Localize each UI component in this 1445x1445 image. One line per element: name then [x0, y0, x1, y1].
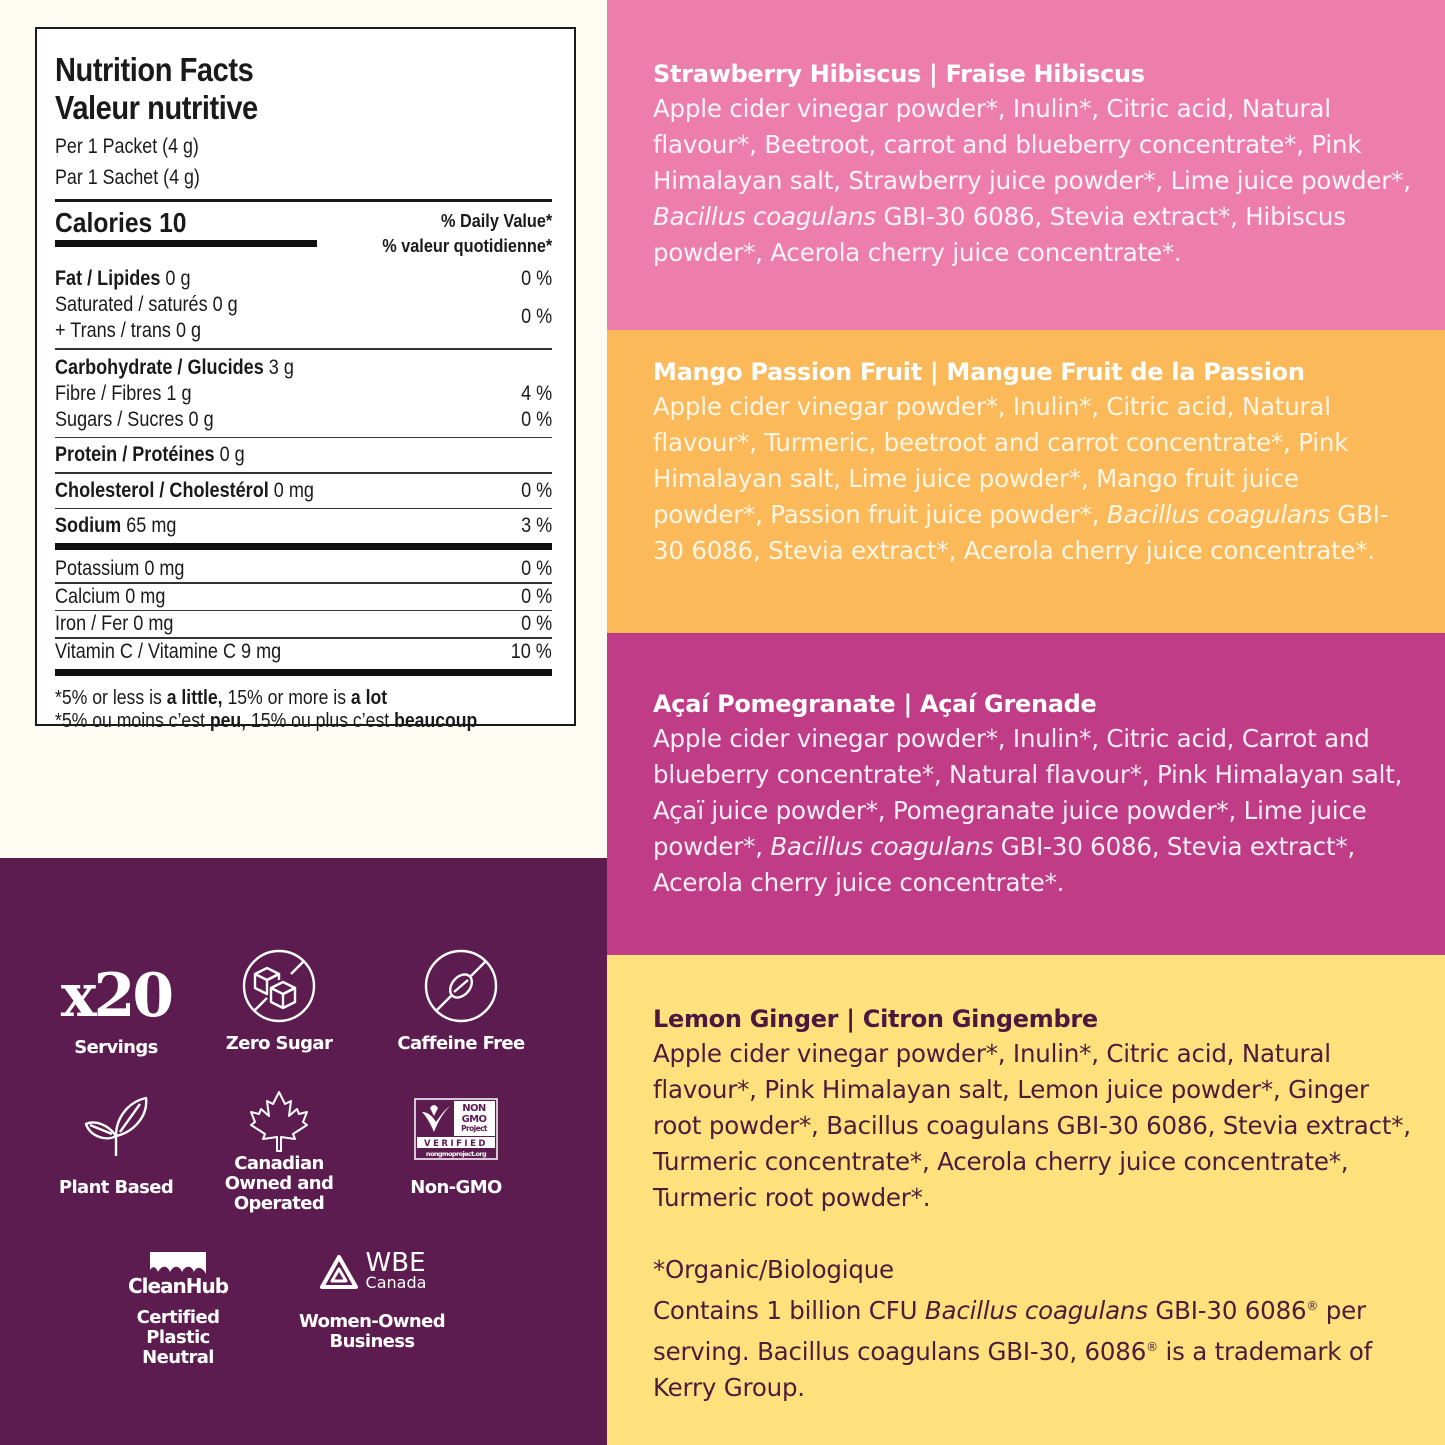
wbe-logo-text: WBE — [365, 1248, 426, 1278]
trans-row: + Trans / trans 0 g — [55, 319, 202, 342]
non-gmo-label: Non-GMO — [410, 1177, 502, 1198]
nutrition-title-en: Nutrition Facts — [55, 51, 254, 88]
calories-row — [55, 202, 552, 266]
badge-servings — [48, 961, 184, 1058]
badge-zero-sugar — [208, 948, 350, 1054]
svg-text:nongmoproject.org: nongmoproject.org — [425, 1150, 487, 1158]
divider — [55, 348, 552, 350]
flavour-ingredients: Apple cider vinegar powder*, Inulin*, Citric acid, Natural flavour*, Pink Himalayan salt, Lemon juice powder*, Ginger root powder*, Bacillus coagulans GBI-30 6086, Stevia extract*, Turmeric concentrate*, Acerola cherry juice concentrate*, Turmeric root powder*. — [653, 1039, 1411, 1212]
caffeine-free-label: Caffeine Free — [397, 1033, 525, 1054]
badge-wbe-canada — [288, 1250, 456, 1352]
flavour-title: Mango Passion Fruit | Mangue Fruit de la Passion — [653, 358, 1305, 386]
footnote-fr: *5% ou moins c’est peu, 15% ou plus c’est beaucoup — [55, 708, 478, 732]
ingredient-notes — [653, 1252, 1415, 1406]
nutrition-section — [0, 0, 607, 858]
badge-plant-based — [48, 1094, 184, 1198]
serving-size-en: Per 1 Packet (4 g) — [55, 135, 199, 158]
calories-label: Calories 10 — [55, 207, 187, 238]
flavour-panel-acai-pomegranate — [607, 633, 1445, 955]
flavour-title: Strawberry Hibiscus | Fraise Hibiscus — [653, 60, 1145, 88]
cleanhub-logo-text: CleanHub — [127, 1274, 229, 1298]
flavour-title: Lemon Ginger | Citron Gingembre — [653, 1005, 1098, 1033]
cleanhub-wave-logo-icon — [150, 1252, 206, 1274]
divider — [55, 472, 552, 474]
sugars-row: Sugars / Sucres 0 g 0 % — [55, 407, 552, 431]
wbe-logo-canada: Canada — [365, 1273, 427, 1292]
divider — [55, 508, 552, 510]
wbe-label-line2: Business — [329, 1331, 415, 1352]
carbohydrate-row: Carbohydrate / Glucides 3 g — [55, 355, 294, 379]
maple-leaf-icon — [248, 1090, 310, 1152]
cfu-note: Contains 1 billion CFU Bacillus coagulans GBI-30 6086® per serving. Bacillus coagulans GBI-30, 6086® is a trademark of Kerry Group. — [653, 1296, 1373, 1402]
badge-non-gmo — [388, 1098, 524, 1198]
non-gmo-project-verified-logo — [414, 1098, 498, 1160]
badge-caffeine-free — [388, 948, 534, 1054]
mineral-row-iron: Iron / Fer 0 mg 0 % — [55, 612, 552, 635]
flavour-panel-strawberry-hibiscus — [607, 0, 1445, 330]
servings-label: Servings — [74, 1037, 158, 1058]
wbe-label-line1: Women-Owned — [298, 1311, 446, 1332]
svg-text:NON: NON — [462, 1103, 486, 1114]
footnote-en: *5% or less is a little, 15% or more is a lot — [55, 685, 388, 709]
mineral-row-calcium: Calcium 0 mg 0 % — [55, 584, 552, 608]
cleanhub-label-line2: Plastic Neutral — [142, 1327, 214, 1368]
servings-count: x20 — [60, 961, 172, 1031]
svg-text:VERIFIED: VERIFIED — [424, 1139, 488, 1149]
saturated-trans-block — [55, 292, 552, 344]
plant-sprout-icon — [82, 1094, 150, 1158]
nutrition-facts-table — [35, 27, 576, 732]
svg-text:Project: Project — [461, 1124, 487, 1133]
nutrition-title-fr: Valeur nutritive — [55, 89, 258, 126]
divider-thick — [55, 669, 552, 676]
serving-size-fr: Par 1 Sachet (4 g) — [55, 166, 200, 189]
cholesterol-row: Cholesterol / Cholestérol 0 mg 0 % — [55, 478, 552, 502]
canadian-label-line3: Operated — [233, 1193, 325, 1214]
fat-row: Fat / Lipides 0 g 0 % — [55, 267, 552, 290]
protein-row: Protein / Protéines 0 g — [55, 443, 245, 466]
flavour-ingredients: Apple cider vinegar powder*, Inulin*, Citric acid, Natural flavour*, Beetroot, carrot and blueberry concentrate*, Pink Himalayan salt, Strawberry juice powder*, Lime juice powder*, Bacillus coagulans GBI-30 6086, Stevia extract*, Hibiscus powder*, Acerola cherry juice concentrate*. — [653, 94, 1411, 267]
svg-text:GMO: GMO — [461, 1114, 487, 1125]
mineral-row-vitamin-c: Vitamin C / Vitamine C 9 mg 10 % — [55, 639, 552, 663]
flavour-title: Açaí Pomegranate | Açaí Grenade — [653, 690, 1097, 718]
plant-based-label: Plant Based — [58, 1177, 174, 1198]
badge-canadian — [208, 1090, 350, 1214]
wbe-logo — [288, 1250, 456, 1296]
mineral-row-potassium: Potassium 0 mg 0 % — [55, 557, 552, 580]
badge-cleanhub — [108, 1252, 248, 1368]
no-coffee-bean-icon — [423, 948, 499, 1024]
no-sugar-cube-icon — [241, 948, 317, 1024]
canadian-label-line1: Canadian — [234, 1153, 324, 1174]
wbe-triangle-logo-icon — [318, 1253, 360, 1293]
zero-sugar-label: Zero Sugar — [225, 1033, 333, 1054]
badges-section — [0, 858, 607, 1445]
calories-bar — [55, 240, 317, 247]
sodium-row: Sodium 65 mg 3 % — [55, 514, 552, 537]
fibre-row: Fibre / Fibres 1 g 4 % — [55, 381, 552, 405]
cleanhub-label-line1: Certified — [136, 1307, 220, 1328]
canadian-label-line2: Owned and — [224, 1173, 334, 1194]
calories-value: 10 — [159, 207, 187, 238]
flavour-panel-mango-passion-fruit — [607, 330, 1445, 633]
flavour-ingredients: Apple cider vinegar powder*, Inulin*, Citric acid, Natural flavour*, Turmeric, beetroot and carrot concentrate*, Pink Himalayan salt, Lime juice powder*, Mango fruit juice powder*, Passion fruit juice powder*, Bacillus coagulans GBI-30 6086, Stevia extract*, Acerola cherry juice concentrate*. — [653, 392, 1389, 565]
organic-note: *Organic/Biologique — [653, 1255, 894, 1284]
flavour-ingredients: Apple cider vinegar powder*, Inulin*, Citric acid, Carrot and blueberry concentrate*, Natural flavour*, Pink Himalayan salt, Açaï juice powder*, Pomegranate juice powder*, Lime juice powder*, Bacillus coagulans GBI-30 6086, Stevia extract*, Acerola cherry juice concentrate*. — [653, 724, 1403, 897]
flavour-panel-lemon-ginger — [607, 955, 1445, 1445]
saturated-row: Saturated / saturés 0 g — [55, 293, 238, 316]
divider — [55, 437, 552, 439]
daily-value-header: % Daily Value* % valeur quotidienne* — [381, 210, 552, 256]
divider-thick — [55, 543, 552, 550]
saturated-trans-dv: 0 % — [520, 305, 552, 328]
